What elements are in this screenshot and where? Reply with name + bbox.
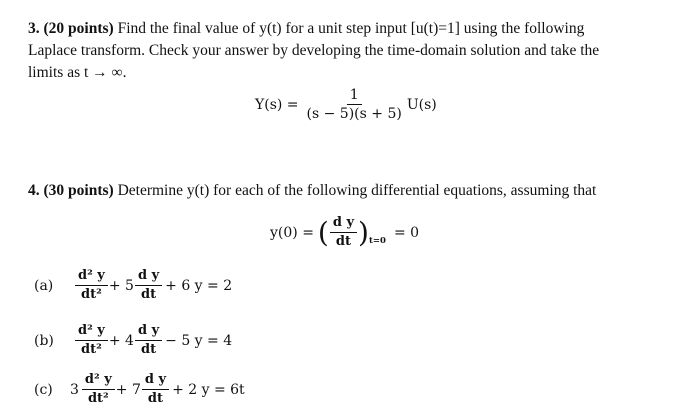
part-a <box>34 268 232 303</box>
problem-4-line-1 <box>28 180 596 201</box>
denominator: dt <box>141 342 157 357</box>
rest: − 5 y = 4 <box>165 332 233 349</box>
second-derivative <box>75 323 108 358</box>
problem-3-points: (20 points) <box>43 20 114 37</box>
operator: + 4 <box>108 332 134 349</box>
eq-numerator: 1 <box>347 87 362 105</box>
numerator: d² y <box>75 268 108 286</box>
denominator: dt² <box>81 342 102 357</box>
problem-3-line-1 <box>28 18 584 39</box>
part-c <box>34 372 245 407</box>
problem-3-equation <box>255 87 437 122</box>
part-b <box>34 323 232 358</box>
second-derivative <box>75 268 108 303</box>
left-paren: ( <box>317 215 329 249</box>
first-derivative <box>135 268 162 303</box>
eq-lhs: Y(s) = <box>255 96 299 113</box>
second-derivative <box>82 372 115 407</box>
part-coef: 3 <box>70 381 79 398</box>
eq-fraction <box>304 87 405 122</box>
init-subscript: t=0 <box>368 236 386 246</box>
part-label: (c) <box>34 381 53 398</box>
numerator: d y <box>135 268 162 286</box>
denominator: dt <box>147 391 164 406</box>
eq-denominator: (s − 5)(s + 5) <box>306 106 402 122</box>
operator: + 7 <box>115 381 141 398</box>
first-derivative <box>135 323 162 358</box>
problem-4-text: Determine y(t) for each of the following differential equations, assuming that <box>117 182 597 199</box>
problem-4-points: (30 points) <box>43 182 114 199</box>
rest: + 6 y = 2 <box>165 277 233 294</box>
part-label: (b) <box>34 332 54 349</box>
rest: + 2 y = 6t <box>172 381 245 398</box>
denominator: dt² <box>81 287 102 302</box>
init-numerator: d y <box>330 215 357 233</box>
numerator: d² y <box>82 372 115 390</box>
problem-3-number: 3. <box>28 20 40 37</box>
init-rhs: = 0 <box>393 224 420 241</box>
problem-3-text-1: Find the final value of y(t) for a unit step input [u(t)=1] using the following <box>117 20 585 37</box>
denominator: dt <box>141 287 157 302</box>
init-denominator: dt <box>335 234 351 249</box>
numerator: d² y <box>75 323 108 341</box>
init-fraction <box>330 215 357 250</box>
problem-3-line-2: Laplace transform. Check your answer by developing the time-domain solution and take the <box>28 42 600 59</box>
problem-3-line-3: limits as t → ∞. <box>28 64 127 81</box>
numerator: d y <box>142 372 169 390</box>
operator: + 5 <box>108 277 134 294</box>
problem-4-number: 4. <box>28 182 40 199</box>
first-derivative <box>142 372 169 407</box>
right-paren: ) <box>358 215 369 249</box>
denominator: dt² <box>87 391 109 406</box>
initial-condition <box>270 215 419 250</box>
numerator: d y <box>135 323 162 341</box>
init-lhs: y(0) = <box>270 224 314 241</box>
part-label: (a) <box>34 277 54 294</box>
eq-rhs: U(s) <box>406 96 437 113</box>
